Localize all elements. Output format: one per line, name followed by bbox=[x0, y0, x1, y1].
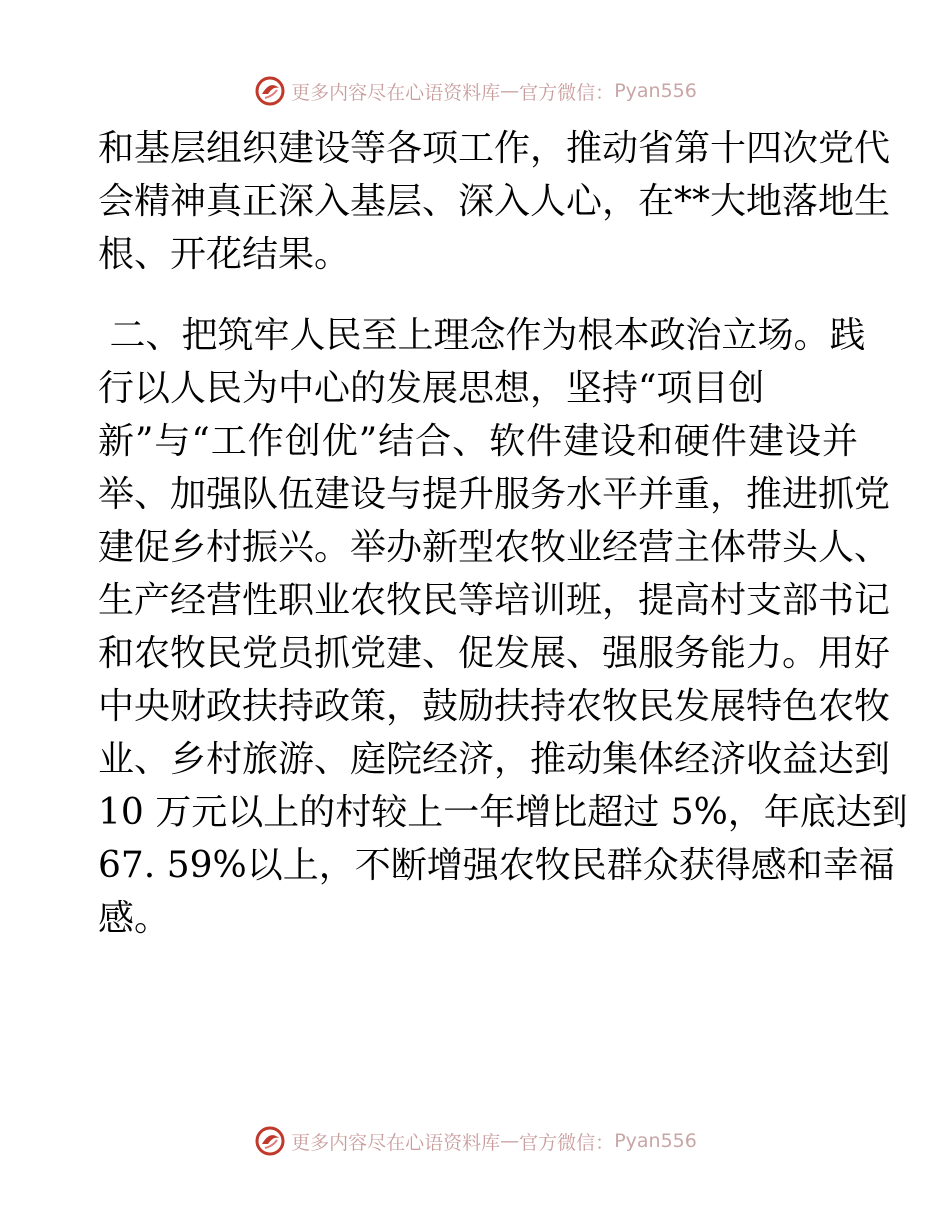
text-line: 感。 bbox=[98, 898, 171, 939]
text-line: 二、把筑牢人民至上理念作为根本政治立场。践 bbox=[98, 315, 866, 356]
document-body bbox=[98, 122, 908, 945]
text-line: 中央财政扶持政策，鼓励扶持农牧民发展特色农牧 bbox=[98, 686, 891, 727]
watermark-account-label: 官方微信： bbox=[519, 81, 615, 104]
text-line: 业、乡村旅游、庭院经济，推动集体经济收益达到 bbox=[98, 739, 891, 780]
watermark-account-label: 官方微信： bbox=[519, 1131, 615, 1154]
paragraph-2 bbox=[98, 309, 908, 945]
red-swirl-logo-icon bbox=[253, 1124, 287, 1158]
text-line: 10 万元以上的村较上一年增比超过 5%，年底达到 bbox=[98, 792, 908, 833]
watermark-separator: — bbox=[500, 80, 520, 102]
header-watermark bbox=[0, 71, 950, 111]
text-line: 建促乡村振兴。举办新型农牧业经营主体带头人、 bbox=[98, 527, 891, 568]
watermark-separator: — bbox=[500, 1130, 520, 1152]
text-line: 和基层组织建设等各项工作，推动省第十四次党代 bbox=[98, 128, 891, 169]
watermark-text: 更多内容尽在心语资料库 bbox=[291, 81, 501, 104]
text-line: 会精神真正深入基层、深入人心，在**大地落地生 bbox=[98, 181, 891, 222]
paragraph-1 bbox=[98, 122, 891, 281]
text-line: 行以人民为中心的发展思想，坚持“项目创 bbox=[98, 368, 765, 409]
text-line: 生产经营性职业农牧民等培训班，提高村支部书记 bbox=[98, 580, 891, 621]
text-line: 67. 59%以上，不断增强农牧民群众获得感和幸福 bbox=[98, 845, 895, 886]
text-line: 和农牧民党员抓党建、促发展、强服务能力。用好 bbox=[98, 633, 891, 674]
watermark-account-id: Pyan556 bbox=[614, 1130, 697, 1152]
watermark-text: 更多内容尽在心语资料库 bbox=[291, 1131, 501, 1154]
text-line: 举、加强队伍建设与提升服务水平并重，推进抓党 bbox=[98, 474, 891, 515]
text-line: 新”与“工作创优”结合、软件建设和硬件建设并 bbox=[98, 421, 858, 462]
red-swirl-logo-icon bbox=[253, 74, 287, 108]
text-line: 根、开花结果。 bbox=[98, 234, 351, 275]
watermark-account-id: Pyan556 bbox=[614, 80, 697, 102]
footer-watermark bbox=[0, 1121, 950, 1161]
